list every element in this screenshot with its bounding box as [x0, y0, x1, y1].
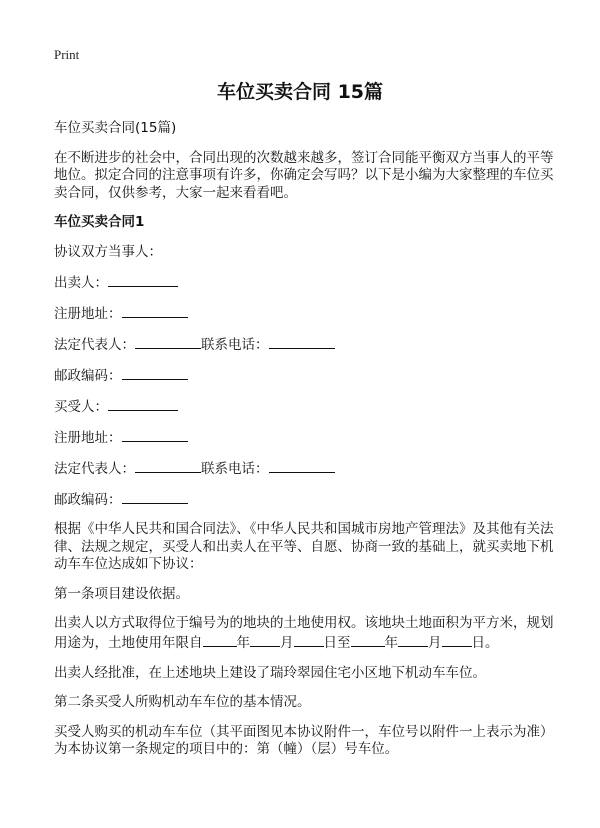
field-label: 买受人：	[54, 399, 108, 416]
month-label: 月	[280, 635, 294, 652]
parking-spot-paragraph: 买受人购买的机动车车位（其平面图见本协议附件一，车位号以附件一上表示为准）为本协议第一条规定的项目中的：第（幢）（层）号车位。	[54, 723, 554, 758]
blank-line	[122, 428, 188, 442]
buyer-postcode-field	[54, 490, 554, 508]
intro-label: 车位买卖合同(15篇)	[54, 120, 177, 136]
blank-line	[135, 459, 201, 473]
intro-paragraph: 在不断进步的社会中，合同出现的次数越来越多，签订合同能平衡双方当事人的平等地位。拟定合同的注意事项有许多，你确定会写吗？以下是小编为大家整理的车位买卖合同，仅供参考，大家一起来看看吧。	[54, 149, 554, 201]
blank-line	[269, 459, 335, 473]
buyer-address-field	[54, 428, 554, 446]
seller-postcode-field	[54, 366, 554, 384]
field-label: 联系电话：	[201, 461, 269, 478]
blank-line	[442, 633, 472, 647]
blank-line	[250, 633, 280, 647]
field-label: 法定代表人：	[54, 461, 135, 478]
document-body	[54, 120, 554, 771]
buyer-representative-field	[54, 459, 554, 477]
month-label: 月	[428, 635, 442, 652]
day-end-label: 日。	[471, 635, 499, 652]
blank-line	[108, 397, 178, 411]
print-link[interactable]: Print	[54, 47, 80, 62]
field-label: 出卖人：	[54, 275, 108, 292]
blank-line	[294, 633, 324, 647]
land-paragraph	[54, 615, 554, 652]
blank-line	[108, 273, 178, 287]
land-text: 出卖人以方式取得位于编号为的地块的土地使用权。该地块土地面积为平方米，规划用途为，土地使用年限自	[54, 615, 554, 652]
seller-address-field	[54, 304, 554, 322]
field-label: 邮政编码：	[54, 492, 122, 509]
article-1-heading: 第一条项目建设依据。	[54, 585, 189, 602]
blank-line	[203, 633, 237, 647]
blank-line	[122, 366, 188, 380]
blank-line	[269, 335, 335, 349]
approval-paragraph: 出卖人经批准，在上述地块上建设了瑞玲翠园住宅小区地下机动车车位。	[54, 664, 486, 681]
article-2-heading: 第二条买受人所购机动车车位的基本情况。	[54, 694, 311, 711]
field-label: 法定代表人：	[54, 337, 135, 354]
field-label: 邮政编码：	[54, 368, 122, 385]
field-label: 注册地址：	[54, 306, 122, 323]
page-title: 车位买卖合同 15篇	[216, 81, 384, 103]
seller-representative-field	[54, 335, 554, 353]
year-label: 年	[384, 635, 398, 652]
blank-line	[135, 335, 201, 349]
day-to-label: 日至	[323, 635, 351, 652]
section-title: 车位买卖合同1	[54, 214, 145, 231]
parties-intro: 协议双方当事人：	[54, 243, 162, 260]
blank-line	[351, 633, 385, 647]
blank-line	[398, 633, 428, 647]
blank-line	[122, 304, 188, 318]
year-label: 年	[236, 635, 250, 652]
field-label: 注册地址：	[54, 430, 122, 447]
law-paragraph: 根据《中华人民共和国合同法》、《中华人民共和国城市房地产管理法》及其他有关法律、法规之规定，买受人和出卖人在平等、自愿、协商一致的基础上，就买卖地下机动车车位达成如下协议：	[54, 521, 554, 573]
buyer-field	[54, 397, 554, 415]
field-label: 联系电话：	[201, 337, 269, 354]
blank-line	[122, 490, 188, 504]
seller-field	[54, 273, 554, 291]
